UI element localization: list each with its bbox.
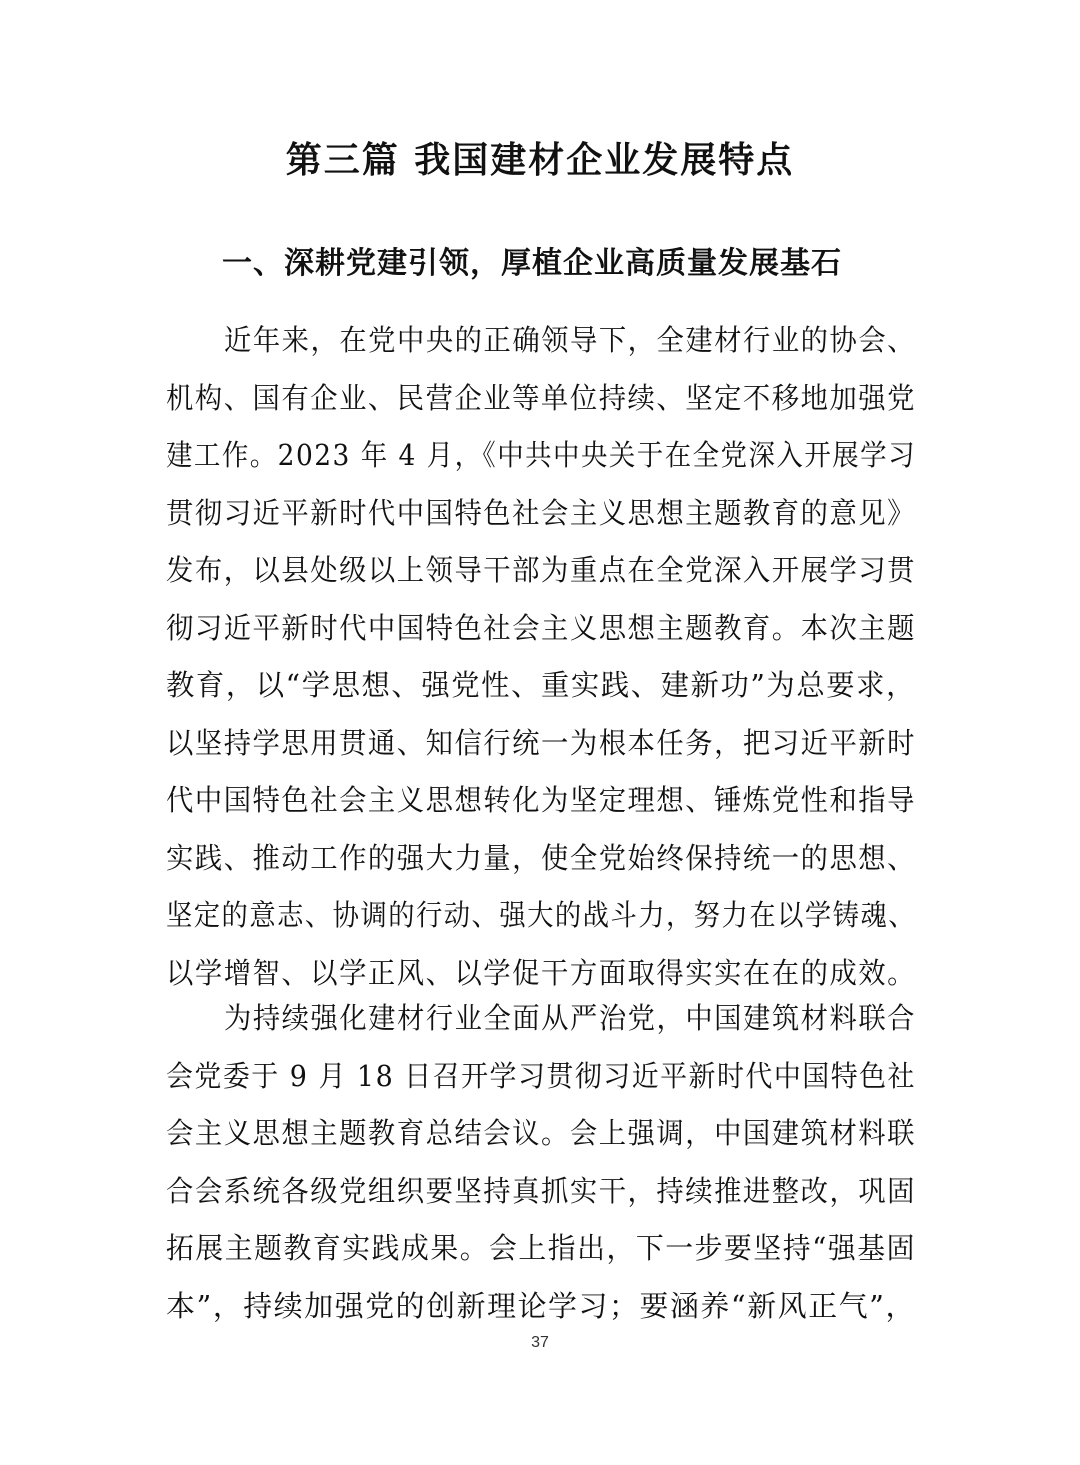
- paragraph-line: 彻习近平新时代中国特色社会主义思想主题教育。本次主题: [166, 610, 916, 645]
- paragraph-line: 代中国特色社会主义思想转化为坚定理想、锤炼党性和指导: [166, 783, 916, 817]
- paragraph-2: [166, 990, 916, 1335]
- paragraph-line: 以学增智、以学正风、以学促干方面取得实实在在的成效。: [166, 955, 916, 990]
- paragraph-line: 为持续强化建材行业全面从严治党，中国建筑材料联合: [224, 1001, 916, 1035]
- paragraph-line: 拓展主题教育实践成果。会上指出，下一步要坚持“强基固: [166, 1231, 916, 1265]
- paragraph-1: [166, 312, 916, 1002]
- paragraph-line: 教育，以“学思想、强党性、重实践、建新功”为总要求，: [166, 668, 916, 702]
- paragraph-line: 贯彻习近平新时代中国特色社会主义思想主题教育的意见》: [166, 495, 916, 530]
- paragraph-line: 机构、国有企业、民营企业等单位持续、坚定不移地加强党: [166, 380, 916, 415]
- paragraph-line: 实践、推动工作的强大力量，使全党始终保持统一的思想、: [166, 840, 916, 875]
- paragraph-line: 合会系统各级党组织要坚持真抓实干，持续推进整改，巩固: [166, 1173, 916, 1208]
- paragraph-line: 以坚持学思用贯通、知信行统一为根本任务，把习近平新时: [166, 725, 916, 760]
- paragraph-line: 会主义思想主题教育总结会议。会上强调，中国建筑材料联: [166, 1116, 916, 1150]
- paragraph-line: 坚定的意志、协调的行动、强大的战斗力，努力在以学铸魂、: [166, 898, 916, 932]
- page-title: 第三篇 我国建材企业发展特点: [285, 139, 795, 181]
- page-number: 37: [531, 1334, 549, 1351]
- paragraph-line: 建工作。2023 年 4 月，《中共中央关于在全党深入开展学习: [166, 438, 916, 472]
- paragraph-line: 近年来，在党中央的正确领导下，全建材行业的协会、: [224, 323, 916, 357]
- paragraph-line: 发布，以县处级以上领导干部为重点在全党深入开展学习贯: [166, 553, 916, 587]
- paragraph-line: 本”，持续加强党的创新理论学习；要涵养“新风正气”，: [166, 1288, 916, 1323]
- paragraph-line: 会党委于 9 月 18 日召开学习贯彻习近平新时代中国特色社: [166, 1058, 916, 1093]
- section-heading: 一、深耕党建引领，厚植企业高质量发展基石: [222, 246, 842, 281]
